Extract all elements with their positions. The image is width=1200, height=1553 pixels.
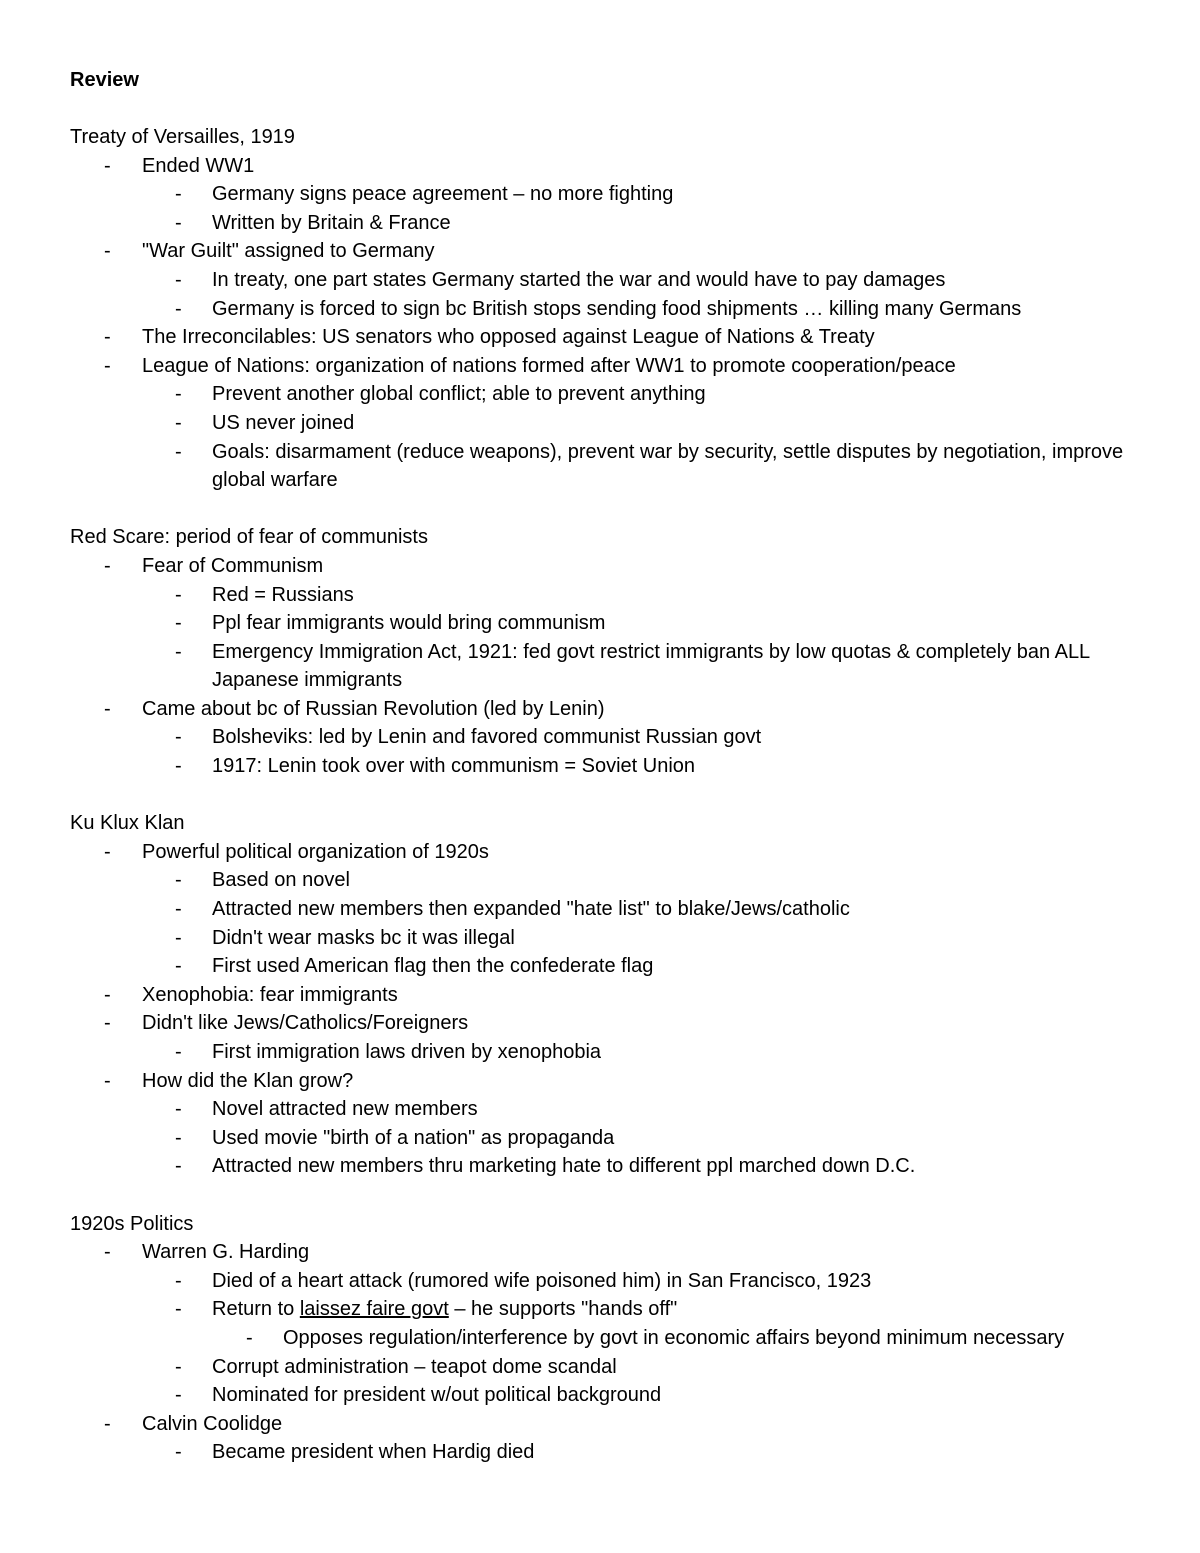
bullet-item: - Attracted new members then expanded "hate list" to blake/Jews/catholic bbox=[70, 895, 1160, 924]
dash-marker: - bbox=[175, 583, 182, 606]
section-heading: 1920s Politics bbox=[70, 1212, 194, 1235]
dash-marker: - bbox=[175, 383, 182, 406]
bullet-item: - Red = Russians bbox=[70, 581, 1160, 610]
dash-marker: - bbox=[104, 1412, 111, 1435]
document-title: Review bbox=[70, 69, 139, 91]
bullet-item: - Nominated for president w/out political background bbox=[70, 1381, 1160, 1410]
bullet-item: - Didn't like Jews/Catholics/Foreigners bbox=[70, 1009, 1160, 1038]
dash-marker: - bbox=[104, 840, 111, 863]
dash-marker: - bbox=[175, 1041, 182, 1063]
document-page bbox=[70, 66, 1160, 1467]
bullet-item: - Didn't wear masks bc it was illegal bbox=[70, 924, 1160, 953]
dash-marker: - bbox=[175, 1355, 182, 1378]
underlined-term: laissez faire govt bbox=[299, 1298, 449, 1321]
dash-marker: - bbox=[175, 1269, 182, 1292]
section-ku-klux-klan bbox=[70, 809, 1160, 1181]
dash-marker: - bbox=[104, 1012, 111, 1035]
bullet-item: - Ended WW1 bbox=[70, 152, 1160, 181]
section-treaty-of-versailles bbox=[70, 123, 1160, 495]
dash-marker: - bbox=[104, 240, 111, 263]
dash-marker: - bbox=[104, 1241, 111, 1264]
dash-marker: - bbox=[175, 1155, 182, 1178]
dash-marker: - bbox=[175, 440, 182, 463]
bullet-item: - Attracted new members thru marketing hate to different ppl marched down D.C. bbox=[70, 1152, 1160, 1181]
dash-marker: - bbox=[175, 640, 182, 663]
dash-marker: - bbox=[104, 326, 111, 349]
bullet-item: - Germany is forced to sign bc British stops sending food shipments … killing many Germans bbox=[70, 295, 1160, 324]
bullet-item: - Became president when Hardig died bbox=[70, 1438, 1160, 1467]
dash-marker: - bbox=[175, 612, 182, 635]
bullet-item: - Calvin Coolidge bbox=[70, 1410, 1160, 1439]
dash-marker: - bbox=[104, 983, 111, 1006]
dash-marker: - bbox=[175, 1098, 182, 1121]
bullet-item: - How did the Klan grow? bbox=[70, 1067, 1160, 1096]
bullet-item: - Died of a heart attack (rumored wife poisoned him) in San Francisco, 1923 bbox=[70, 1267, 1160, 1296]
bullet-item: - The Irreconcilables: US senators who opposed against League of Nations & Treaty bbox=[70, 323, 1160, 352]
dash-marker: - bbox=[175, 1126, 182, 1149]
dash-marker: - bbox=[104, 554, 111, 577]
bullet-item: - First immigration laws driven by xenophobia bbox=[70, 1038, 1160, 1067]
text-run: – he supports "hands off" bbox=[448, 1298, 678, 1321]
section-heading: Red Scare: period of fear of communists bbox=[70, 526, 428, 549]
bullet-item: - Germany signs peace agreement – no more fighting bbox=[70, 180, 1160, 209]
bullet-item: - Warren G. Harding bbox=[70, 1238, 1160, 1267]
dash-marker: - bbox=[175, 926, 182, 949]
bullet-item: - Used movie "birth of a nation" as propaganda bbox=[70, 1124, 1160, 1153]
dash-marker: - bbox=[175, 955, 182, 978]
bullet-item bbox=[70, 1295, 1160, 1324]
dash-marker: - bbox=[104, 354, 111, 377]
bullet-item: - 1917: Lenin took over with communism = Soviet Union bbox=[70, 752, 1160, 781]
dash-marker: - bbox=[175, 297, 182, 320]
bullet-item: - Written by Britain & France bbox=[70, 209, 1160, 238]
bullet-item: - Fear of Communism bbox=[70, 552, 1160, 581]
bullet-item: - Goals: disarmament (reduce weapons), prevent war by security, settle disputes by negotiation, improve global warfare bbox=[70, 438, 1160, 495]
bullet-item: - Novel attracted new members bbox=[70, 1095, 1160, 1124]
dash-marker: - bbox=[104, 1069, 111, 1092]
bullet-item: - Ppl fear immigrants would bring communism bbox=[70, 609, 1160, 638]
dash-marker: - bbox=[175, 411, 182, 434]
dash-marker: - bbox=[175, 869, 182, 892]
bullet-item: - First used American flag then the confederate flag bbox=[70, 952, 1160, 981]
section-heading: Treaty of Versailles, 1919 bbox=[70, 126, 295, 148]
bullet-item: - US never joined bbox=[70, 409, 1160, 438]
bullet-item: - Prevent another global conflict; able to prevent anything bbox=[70, 380, 1160, 409]
bullet-item: - Xenophobia: fear immigrants bbox=[70, 981, 1160, 1010]
bullet-item: - Based on novel bbox=[70, 866, 1160, 895]
dash-marker: - bbox=[175, 211, 182, 234]
bullet-item: - "War Guilt" assigned to Germany bbox=[70, 237, 1160, 266]
section-red-scare bbox=[70, 523, 1160, 780]
bullet-item: - Powerful political organization of 1920s bbox=[70, 838, 1160, 867]
bullet-item: - Opposes regulation/interference by govt in economic affairs beyond minimum necessary bbox=[70, 1324, 1160, 1353]
text-run: Return to bbox=[212, 1298, 300, 1321]
dash-marker: - bbox=[175, 268, 182, 291]
bullet-item: - Came about bc of Russian Revolution (led by Lenin) bbox=[70, 695, 1160, 724]
dash-marker: - bbox=[175, 898, 182, 921]
dash-marker: - bbox=[175, 1441, 182, 1464]
dash-marker: - bbox=[104, 154, 111, 177]
dash-marker: - bbox=[175, 183, 182, 206]
section-1920s-politics bbox=[70, 1210, 1160, 1467]
bullet-item: - Bolsheviks: led by Lenin and favored communist Russian govt bbox=[70, 723, 1160, 752]
bullet-item: - Corrupt administration – teapot dome scandal bbox=[70, 1353, 1160, 1382]
bullet-item: - League of Nations: organization of nations formed after WW1 to promote cooperation/peace bbox=[70, 352, 1160, 381]
dash-marker: - bbox=[104, 697, 111, 720]
dash-marker: - bbox=[175, 755, 182, 778]
dash-marker: - bbox=[175, 1384, 182, 1407]
section-heading: Ku Klux Klan bbox=[70, 812, 185, 835]
dash-marker: - bbox=[175, 1298, 182, 1321]
dash-marker: - bbox=[175, 726, 182, 749]
dash-marker: - bbox=[246, 1326, 253, 1349]
bullet-item: - In treaty, one part states Germany started the war and would have to pay damages bbox=[70, 266, 1160, 295]
bullet-item: - Emergency Immigration Act, 1921: fed govt restrict immigrants by low quotas & completely ban ALL Japanese immigrants bbox=[70, 638, 1160, 695]
